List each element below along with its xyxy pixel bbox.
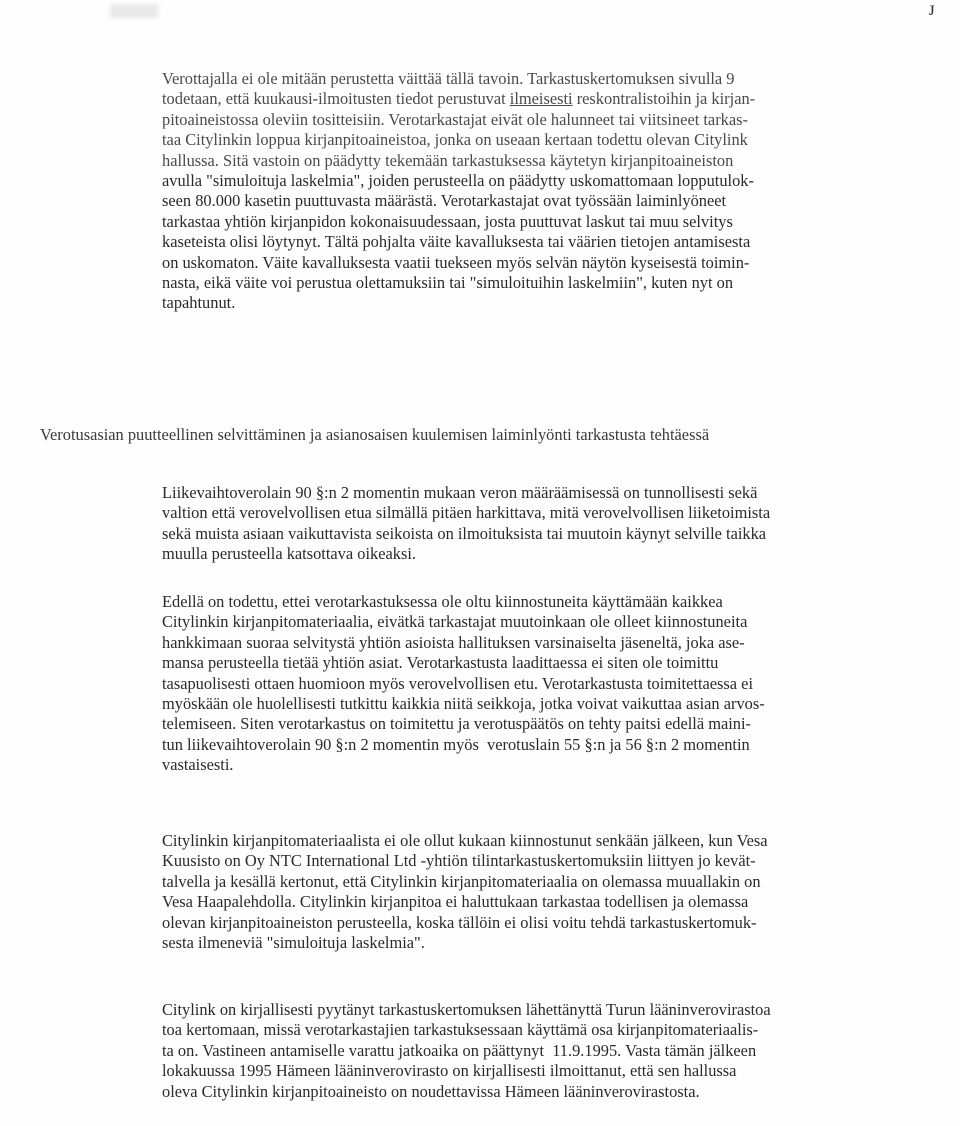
text-line: Kuusisto on Oy NTC International Ltd -yhtiön tilintarkastuskertomuksiin liittyen jo kevät-: [162, 851, 756, 871]
text-line: tasapuolisesti ottaen huomioon myös verovelvollisen etu. Verotarkastusta toimitettaessa ei: [162, 673, 754, 693]
paragraph-citylinkin-materiaali: [162, 831, 768, 953]
text-line: tarkastaa yhtiön kirjanpidon kokonaisuudessaan, josta puuttuvat laskut tai muu selvitys: [162, 211, 733, 231]
text-line: Citylink on kirjallisesti pyytänyt tarkastuskertomuksen lähettänyttä Turun lääninverovirastoa: [162, 1000, 771, 1019]
text-line: sekä muista asiaan vaikuttavista seikoista on ilmoituksista tai muutoin käynyt selville taikka: [162, 523, 767, 543]
text-line: avulla "simuloituja laskelmia", joiden perusteella on päädytty uskomattomaan lopputulok-: [162, 171, 754, 191]
text-line: taa Citylinkin loppua kirjanpitoaineistoa, jonka on useaan kertaan todettu olevan Citylink: [162, 130, 748, 150]
text-fragment: todetaan, että kuukausi-ilmoitusten tiedot perustuvat: [162, 89, 510, 109]
paragraph-verottaja-claims: [162, 69, 755, 314]
paragraph-citylink-pyytanyt: [162, 1000, 771, 1102]
text-line: [162, 89, 755, 109]
page-corner-mark: ᴊ: [929, 0, 935, 20]
text-line: vastaisesti.: [162, 755, 234, 775]
text-line: kaseteista olisi löytynyt. Tältä pohjalta väite kavalluksesta tai väärien tietojen antamisesta: [162, 232, 751, 252]
text-line: sesta ilmeneviä "simuloituja laskelmia".: [162, 933, 425, 953]
text-line: nasta, eikä väite voi perustua olettamuksiin tai "simuloituihin laskelmiin", kuten nyt on: [162, 273, 734, 293]
text-line: hallussa. Sitä vastoin on päädytty tekemään tarkastuksessa käytetyn kirjanpitoaineiston: [162, 150, 734, 170]
text-line: olevan kirjanpitoaineiston perusteella, koska tällöin ei olisi voitu tehdä tarkastuskertomuk-: [162, 912, 757, 932]
text-line: valtion että verovelvollisen etua silmällä pitäen harkittava, mitä verovelvollisen liiketoimista: [162, 503, 771, 523]
text-line: tun liikevaihtoverolain 90 §:n 2 momentin myös verotuslain 55 §:n ja 56 §:n 2 momentin: [162, 734, 750, 754]
text-line: hankkimaan suoraa selvitystä yhtiön asioista hallituksen varsinaiselta jäseneltä, joka ase-: [162, 632, 745, 652]
text-line: muulla perusteella katsottava oikeaksi.: [162, 544, 416, 564]
text-line: seen 80.000 kasetin puuttuvasta määrästä. Verotarkastajat ovat työssään laiminlyöneet: [162, 191, 727, 211]
text-line: mansa perusteella tietää yhtiön asiat. Verotarkastusta laadittaessa ei siten ole toimittu: [162, 653, 719, 673]
text-line: Verottajalla ei ole mitään perustetta väittää tällä tavoin. Tarkastuskertomuksen sivulla 9: [162, 69, 735, 88]
paragraph-liikevaihtoverolain: [162, 483, 770, 565]
text-line: tapahtunut.: [162, 293, 236, 313]
section-heading: Verotusasian puutteellinen selvittäminen ja asianosaisen kuulemisen laiminlyönti tarkastusta tehtäessä: [40, 425, 710, 444]
text-line: Citylinkin kirjanpitomateriaalista ei ole ollut kukaan kiinnostunut senkään jälkeen, kun Vesa: [162, 831, 768, 850]
text-line: toa kertomaan, missä verotarkastajien tarkastuksessaan käyttämä osa kirjanpitomateriaalis-: [162, 1020, 759, 1040]
text-line: lokakuussa 1995 Hämeen lääninverovirasto on kirjallisesti ilmoittanut, että sen hallussa: [162, 1061, 737, 1081]
text-line: Vesa Haapalehdolla. Citylinkin kirjanpitoa ei haluttukaan tarkastaa todellisen ja olemassa: [162, 892, 749, 912]
text-line: talvella ja kesällä kertonut, että Citylinkin kirjanpitomateriaalia on olemassa muuallakin on: [162, 871, 761, 891]
text-line: Edellä on todettu, ettei verotarkastuksessa ole oltu kiinnostuneita käyttämään kaikkea: [162, 592, 723, 611]
text-line: on uskomaton. Väite kavalluksesta vaatii tuekseen myös selvän näytön kyseisestä toimin-: [162, 252, 750, 272]
text-line: myöskään ole huolellisesti tutkittu kaikkia niitä seikkoja, jotka voivat vaikuttaa asian arvos-: [162, 694, 765, 714]
text-line: Citylinkin kirjanpitomateriaalia, eivätkä tarkastajat muutoinkaan ole olleet kiinnostuneita: [162, 612, 748, 632]
text-line: Liikevaihtoverolain 90 §:n 2 momentin mukaan veron määräämisessä on tunnollisesti sekä: [162, 483, 758, 502]
text-fragment: reskontralistoihin ja kirjan-: [572, 89, 756, 109]
text-line: pitoaineistossa oleviin tositteisiin. Verotarkastajat eivät ole halunneet tai viitsineet tarkas-: [162, 109, 748, 129]
text-line: oleva Citylinkin kirjanpitoaineisto on noudettavissa Hämeen lääninverovirastosta.: [162, 1081, 700, 1101]
text-line: ta on. Vastineen antamiselle varattu jatkoaika on päättynyt 11.9.1995. Vasta tämän jälkeen: [162, 1040, 757, 1060]
underlined-word: ilmeisesti: [509, 89, 573, 109]
paragraph-edella-todettu: [162, 592, 765, 776]
text-line: telemiseen. Siten verotarkastus on toimitettu ja verotuspäätös on tehty paitsi edellä maini-: [162, 714, 752, 734]
scan-smudge: [110, 4, 158, 18]
